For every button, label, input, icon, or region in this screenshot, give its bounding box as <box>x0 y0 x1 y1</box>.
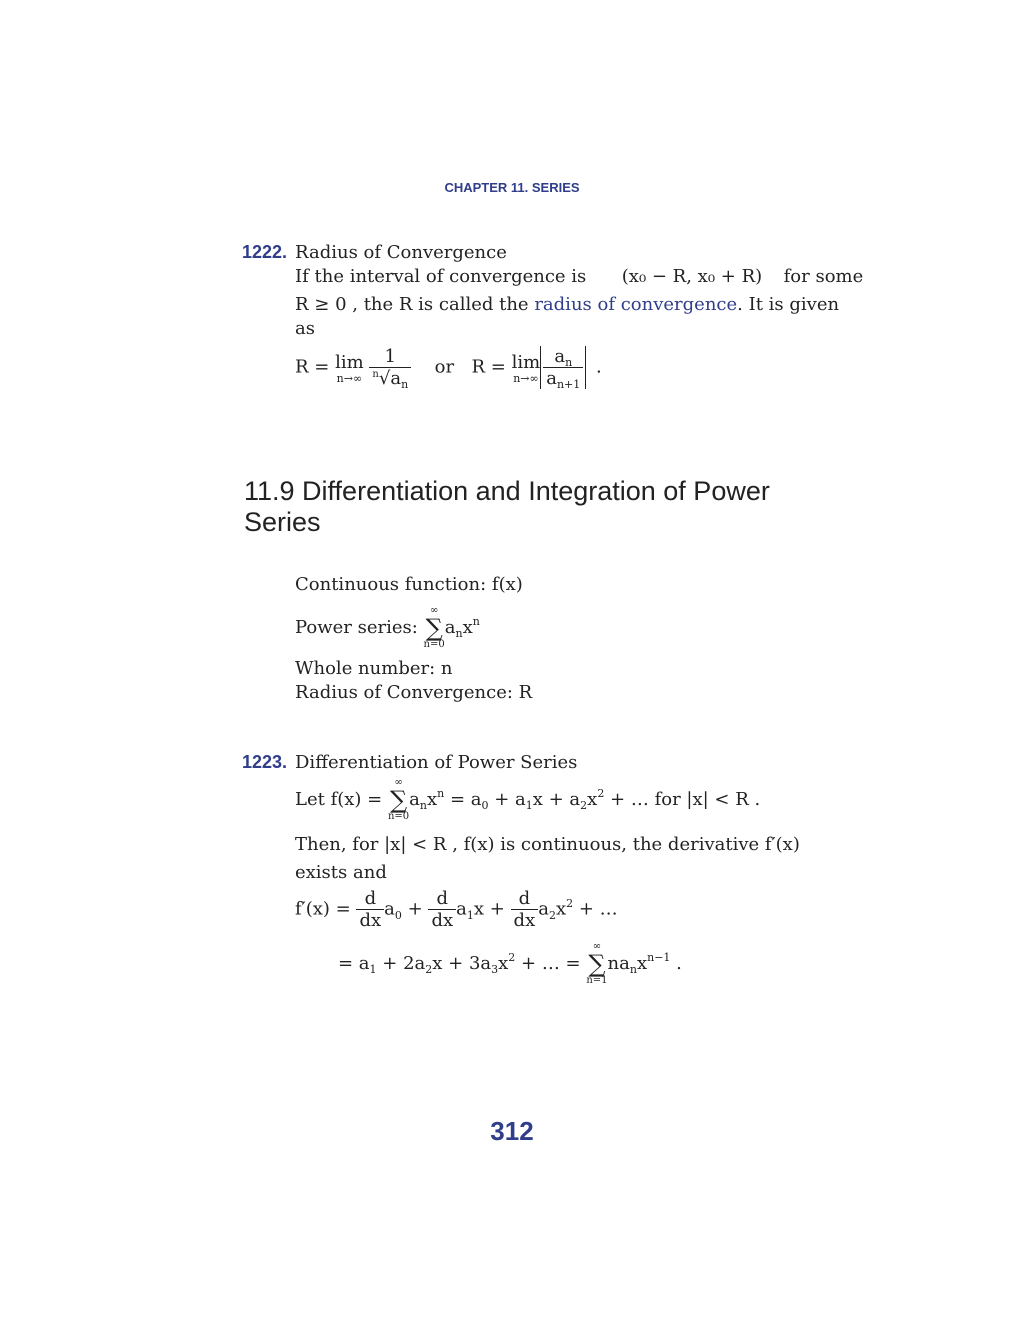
root-fraction: $\frac{1}{^n√a_n}$ <box>369 346 411 389</box>
interval-intro-text: If the interval of convergence is <box>295 266 587 287</box>
limit-operator-2: lim n→∞ <box>511 351 541 385</box>
derivative-formula: f′(x) = $\frac{d}{dx}$ $a_0$ + $\frac{d}{dx}$ $a_1x$ + $\frac{d}{dx}$ $a_2x^2$ + … <box>295 888 618 931</box>
whole-number-label: Whole number: n <box>295 658 453 679</box>
chapter-header: CHAPTER 11. SERIES <box>444 180 580 195</box>
entry-number-1223: 1223. <box>242 752 288 772</box>
entry-title-1222: Radius of Convergence <box>295 242 507 263</box>
sigma-symbol-2: ∞ ∑ n=0 <box>387 777 410 822</box>
paragraph-line-1 <box>295 266 863 287</box>
derivative-result: = $a_1 + 2a_2x + 3a_3x^2$ + … = ∞ ∑ n=1 $na_nx^{n-1}$ . <box>338 941 682 986</box>
limit-operator: lim n→∞ <box>335 351 364 385</box>
page-number: 312 <box>490 1116 534 1146</box>
power-series-label: Power series: <box>295 617 418 638</box>
exists-text: exists and <box>295 862 387 883</box>
definition-continuous: Continuous function: f(x) <box>295 574 523 595</box>
radius-condition-text: R ≥ 0 , the R is called the <box>295 294 529 315</box>
section-title-line-1: 11.9 Differentiation and Integration of Power <box>244 476 770 506</box>
or-text: or <box>434 356 455 378</box>
definition-power-series: Power series: ∞ ∑ n=0 $a_nx^n$ <box>295 605 480 650</box>
then-line: Then, for |x| < R , f(x) is continuous, the derivative f′(x) <box>295 834 800 855</box>
given-text: . It is given <box>737 294 840 315</box>
derivative-fraction-3: $\frac{d}{dx}$ <box>511 888 539 931</box>
derivative-fraction-2: $\frac{d}{dx}$ <box>428 888 456 931</box>
section-title-line-2: Series <box>244 507 321 537</box>
paragraph-line-2 <box>295 294 839 315</box>
sigma-symbol-3: ∞ ∑ n=1 <box>586 941 608 986</box>
interval-formula: (x₀ − R, x₀ + R) <box>621 266 763 287</box>
entry-number-1222: 1222. <box>242 242 288 262</box>
interval-suffix-text: for some <box>783 266 864 287</box>
let-text: Let <box>295 789 325 810</box>
series-definition: Let f(x) = ∞ ∑ n=0 $a_nx^n = a_0 + a_1x + a_2x^2$ + … for |x| < R . <box>295 777 761 822</box>
sigma-symbol: ∞ ∑ n=0 <box>423 605 445 650</box>
then-text: Then, for <box>295 834 379 855</box>
as-text: as <box>295 318 315 339</box>
continuous-text: is continuous, the derivative <box>500 834 760 855</box>
continuous-label: Continuous function: <box>295 574 487 595</box>
radius-label: Radius of Convergence: R <box>295 682 533 703</box>
ratio-absolute: $\frac{a_n}{a_{n+1}}$ <box>540 346 586 389</box>
radius-formula: R = lim n→∞ $\frac{1}{^n√a_n}$ or R = lim n→∞ $\frac{a_n}{a_{n+1}}$ . <box>295 346 602 391</box>
derivative-fraction-1: $\frac{d}{dx}$ <box>356 888 384 931</box>
radius-of-convergence-link[interactable]: radius of convergence <box>534 294 738 315</box>
entry-title-1223: Differentiation of Power Series <box>295 752 578 773</box>
